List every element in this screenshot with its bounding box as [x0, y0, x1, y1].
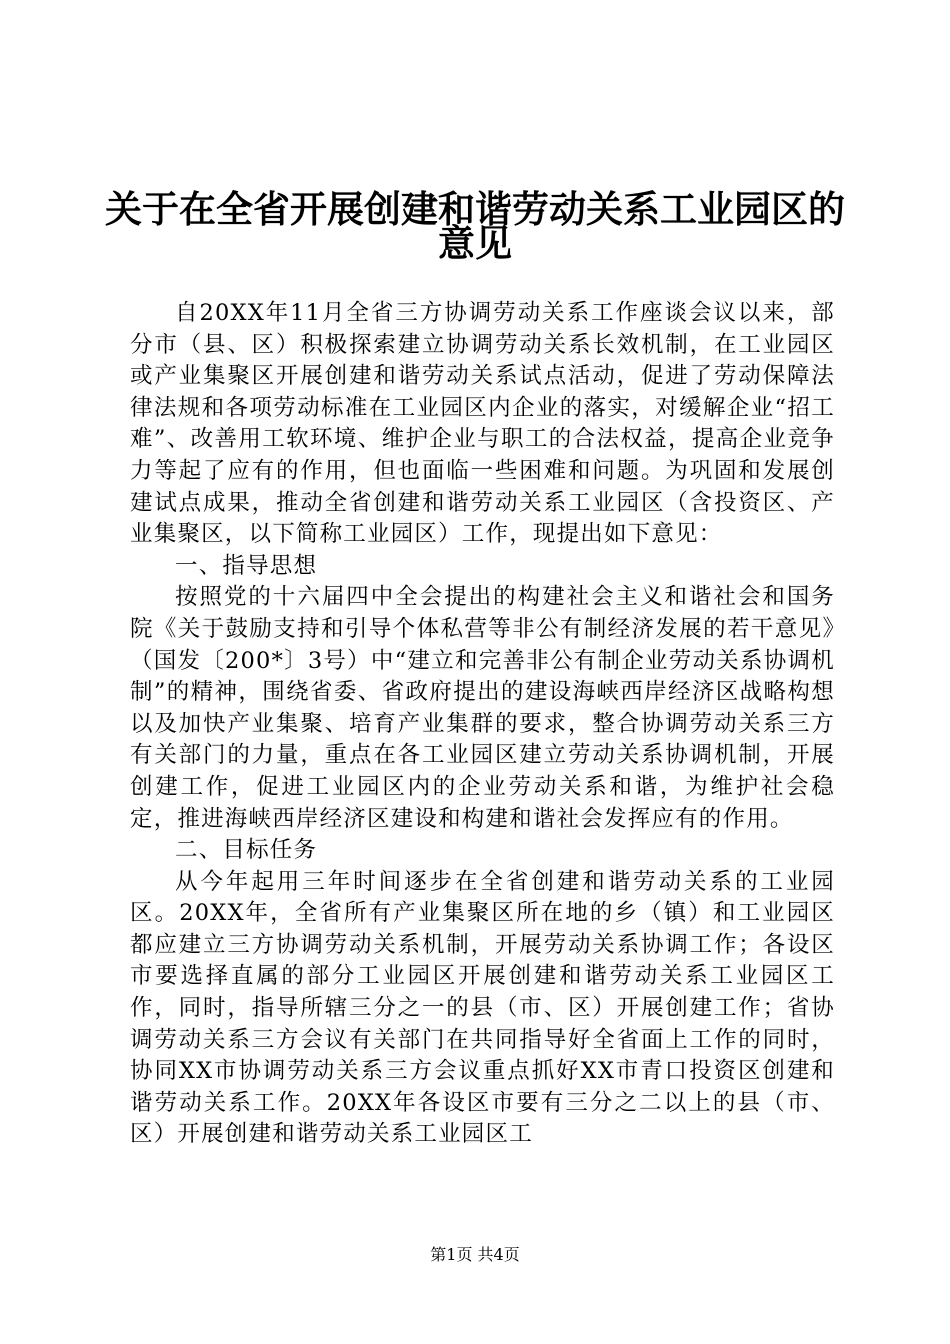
section-heading-goals-tasks: 二、目标任务: [175, 837, 318, 864]
document-body: [130, 298, 835, 1151]
intro-paragraph: 自20XX年11月全省三方协调劳动关系工作座谈会议以来，部分市（县、区）积极探索建立协调劳动关系长效机制，在工业园区或产业集聚区开展创建和谐劳动关系试点活动，促进了劳动保障法律法规和各项劳动标准在工业园区内企业的落实，对缓解企业“招工难”、改善用工软环境、维护企业与职工的合法权益，提高企业竞争力等起了应有的作用，但也面临一些困难和问题。为巩固和发展创建试点成果，推动全省创建和谐劳动关系工业园区（含投资区、产业集聚区，以下简称工业园区）工作，现提出如下意见：: [130, 300, 835, 548]
section-heading-guiding-thought: 一、指导思想: [175, 552, 318, 579]
document-title-line-2: 意见: [438, 222, 512, 265]
guiding-thought-paragraph: 按照党的十六届四中全会提出的构建社会主义和谐社会和国务院《关于鼓励支持和引导个体私营等非公有制经济发展的若干意见》（国发〔200*〕3号）中“建立和完善非公有制企业劳动关系协调机制”的精神，围绕省委、省政府提出的建设海峡西岸经济区战略构想以及加快产业集聚、培育产业集群的要求，整合协调劳动关系三方有关部门的力量，重点在各工业园区建立劳动关系协调机制，开展创建工作，促进工业园区内的企业劳动关系和谐，为维护社会稳定，推进海峡西岸经济区建设和构建和谐社会发挥应有的作用。: [130, 584, 835, 832]
document-title-line-1: 关于在全省开展创建和谐劳动关系工业园区的: [105, 188, 845, 231]
goals-tasks-paragraph: 从今年起用三年时间逐步在全省创建和谐劳动关系的工业园区。20XX年，全省所有产业集聚区所在地的乡（镇）和工业园区都应建立三方协调劳动关系机制，开展劳动关系协调工作；各设区市要选择直属的部分工业园区开展创建和谐劳动关系工业园区工作，同时，指导所辖三分之一的县（市、区）开展创建工作；省协调劳动关系三方会议有关部门在共同指导好全省面上工作的同时，协同XX市协调劳动关系三方会议重点抓好XX市青口投资区创建和谐劳动关系工作。20XX年各设区市要有三分之二以上的县（市、区）开展创建和谐劳动关系工业园区工: [130, 868, 835, 1148]
page-number-footer: 第1页 共4页: [430, 1245, 520, 1264]
